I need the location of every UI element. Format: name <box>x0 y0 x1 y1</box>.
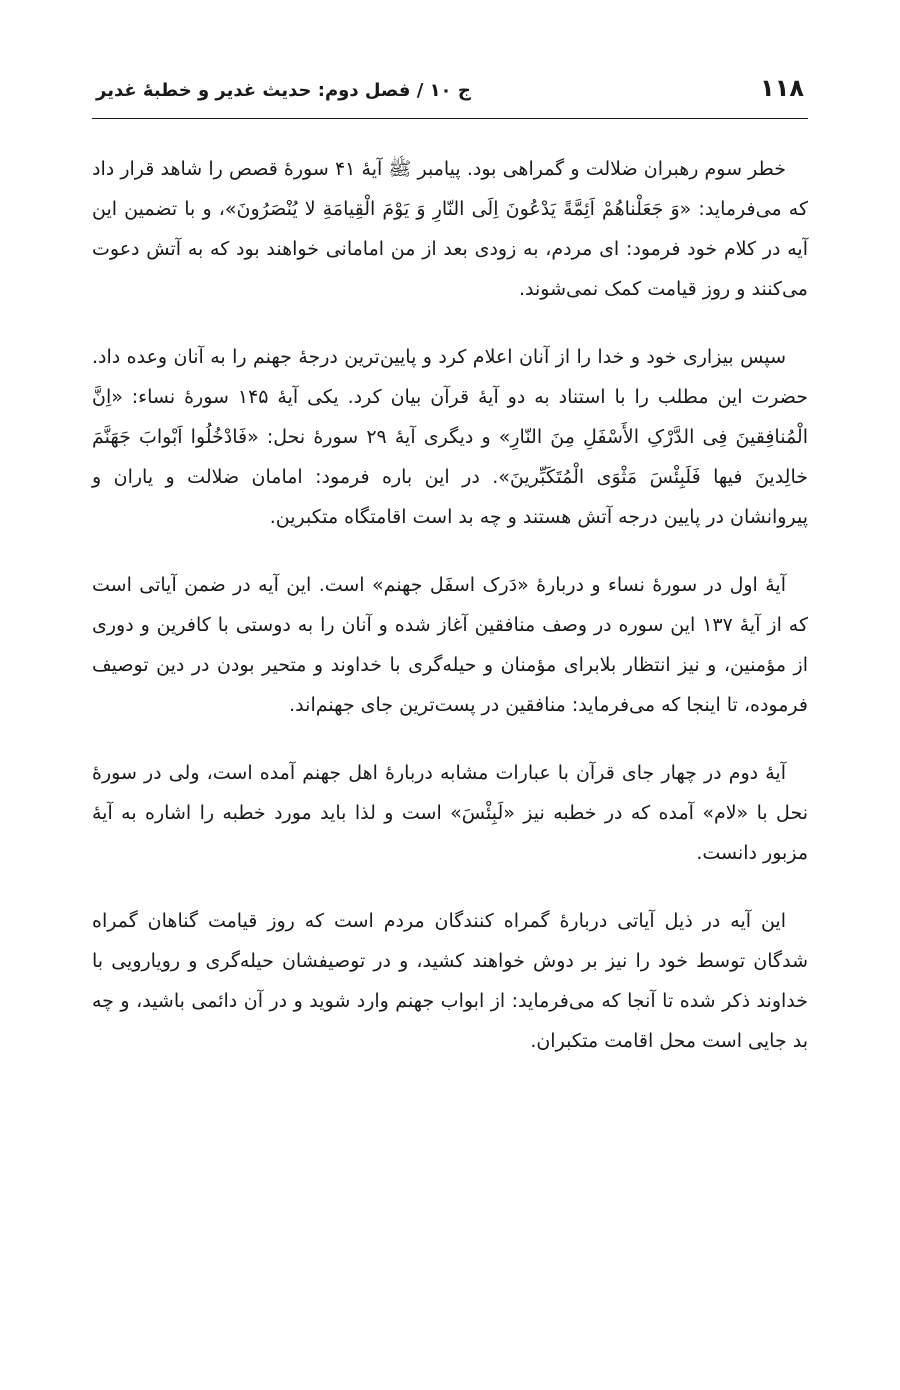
running-title: ج ۱۰ / فصل دوم: حدیث غدیر و خطبهٔ غدیر <box>96 80 471 101</box>
paragraph-2: سپس بیزاری خود و خدا را از آنان اعلام کرد و پایین‌ترین درجهٔ جهنم را به آنان وعده داد. حضرت این مطلب را با استناد به دو آیهٔ قرآن بیان کرد. یکی آیهٔ ۱۴۵ سورهٔ نساء: «اِنَّ الْمُنافِقینَ فِی الدَّرْکِ الأَسْفَلِ مِنَ النّارِ» و دیگری آیهٔ ۲۹ سورهٔ نحل: «فَادْخُلُوا اَبْوابَ جَهَنَّمَ خالِدینَ فیها فَلَبِئْسَ مَثْوَی الْمُتَکَبِّرینَ». در این باره فرمود: امامان ضلالت و یاران و پیروانشان در پایین درجه آتش هستند و چه بد است اقامتگاه متکبرین. <box>92 346 808 528</box>
body-text <box>92 149 808 1061</box>
paragraph-1: خطر سوم رهبران ضلالت و گمراهی بود. پیامبر ﷺ آیهٔ ۴۱ سورهٔ قصص را شاهد قرار داد که می‌فرماید: «وَ جَعَلْناهُمْ اَئِمَّةً یَدْعُونَ اِلَی النّارِ وَ یَوْمَ الْقِیامَةِ لا یُنْصَرُونَ»، و با تضمین این آیه در کلام خود فرمود: ای مردم، به زودی بعد از من امامانی خواهند بود که به آتش دعوت می‌کنند و روز قیامت کمک نمی‌شوند. <box>92 158 808 300</box>
paragraph-4: آیهٔ دوم در چهار جای قرآن با عبارات مشابه دربارهٔ اهل جهنم آمده است، ولی در سورهٔ نحل با «لام» آمده که در خطبه نیز «لَبِئْسَ» است و لذا باید مورد خطبه را اشاره به آیهٔ مزبور دانست. <box>92 762 808 864</box>
book-page <box>92 60 808 1350</box>
paragraph-5: این آیه در ذیل آیاتی دربارهٔ گمراه کنندگان مردم است که روز قیامت گناهان گمراه شدگان توسط خود را نیز بر دوش خواهند کشید، و در توصیفشان حیله‌گری و رویارویی با خداوند ذکر شده تا آنجا که می‌فرماید: از ابواب جهنم وارد شوید و در آن دائمی باشید، و چه بد جایی است محل اقامت متکبران. <box>92 910 808 1052</box>
paragraph-3: آیهٔ اول در سورهٔ نساء و دربارهٔ «دَرک اسفَل جهنم» است. این آیه در ضمن آیاتی است که از آیهٔ ۱۳۷ این سوره در وصف منافقین آغاز شده و آنان را به دوستی با کافرین و دوری از مؤمنین، و نیز انتظار بلابرای مؤمنان و حیله‌گری با خداوند و متحیر بودن در دین توصیف فرموده، تا اینجا که می‌فرماید: منافقین در پست‌ترین جای جهنم‌اند. <box>92 574 808 716</box>
page-number: ۱۱۸ <box>760 74 804 102</box>
page-header <box>92 60 808 119</box>
